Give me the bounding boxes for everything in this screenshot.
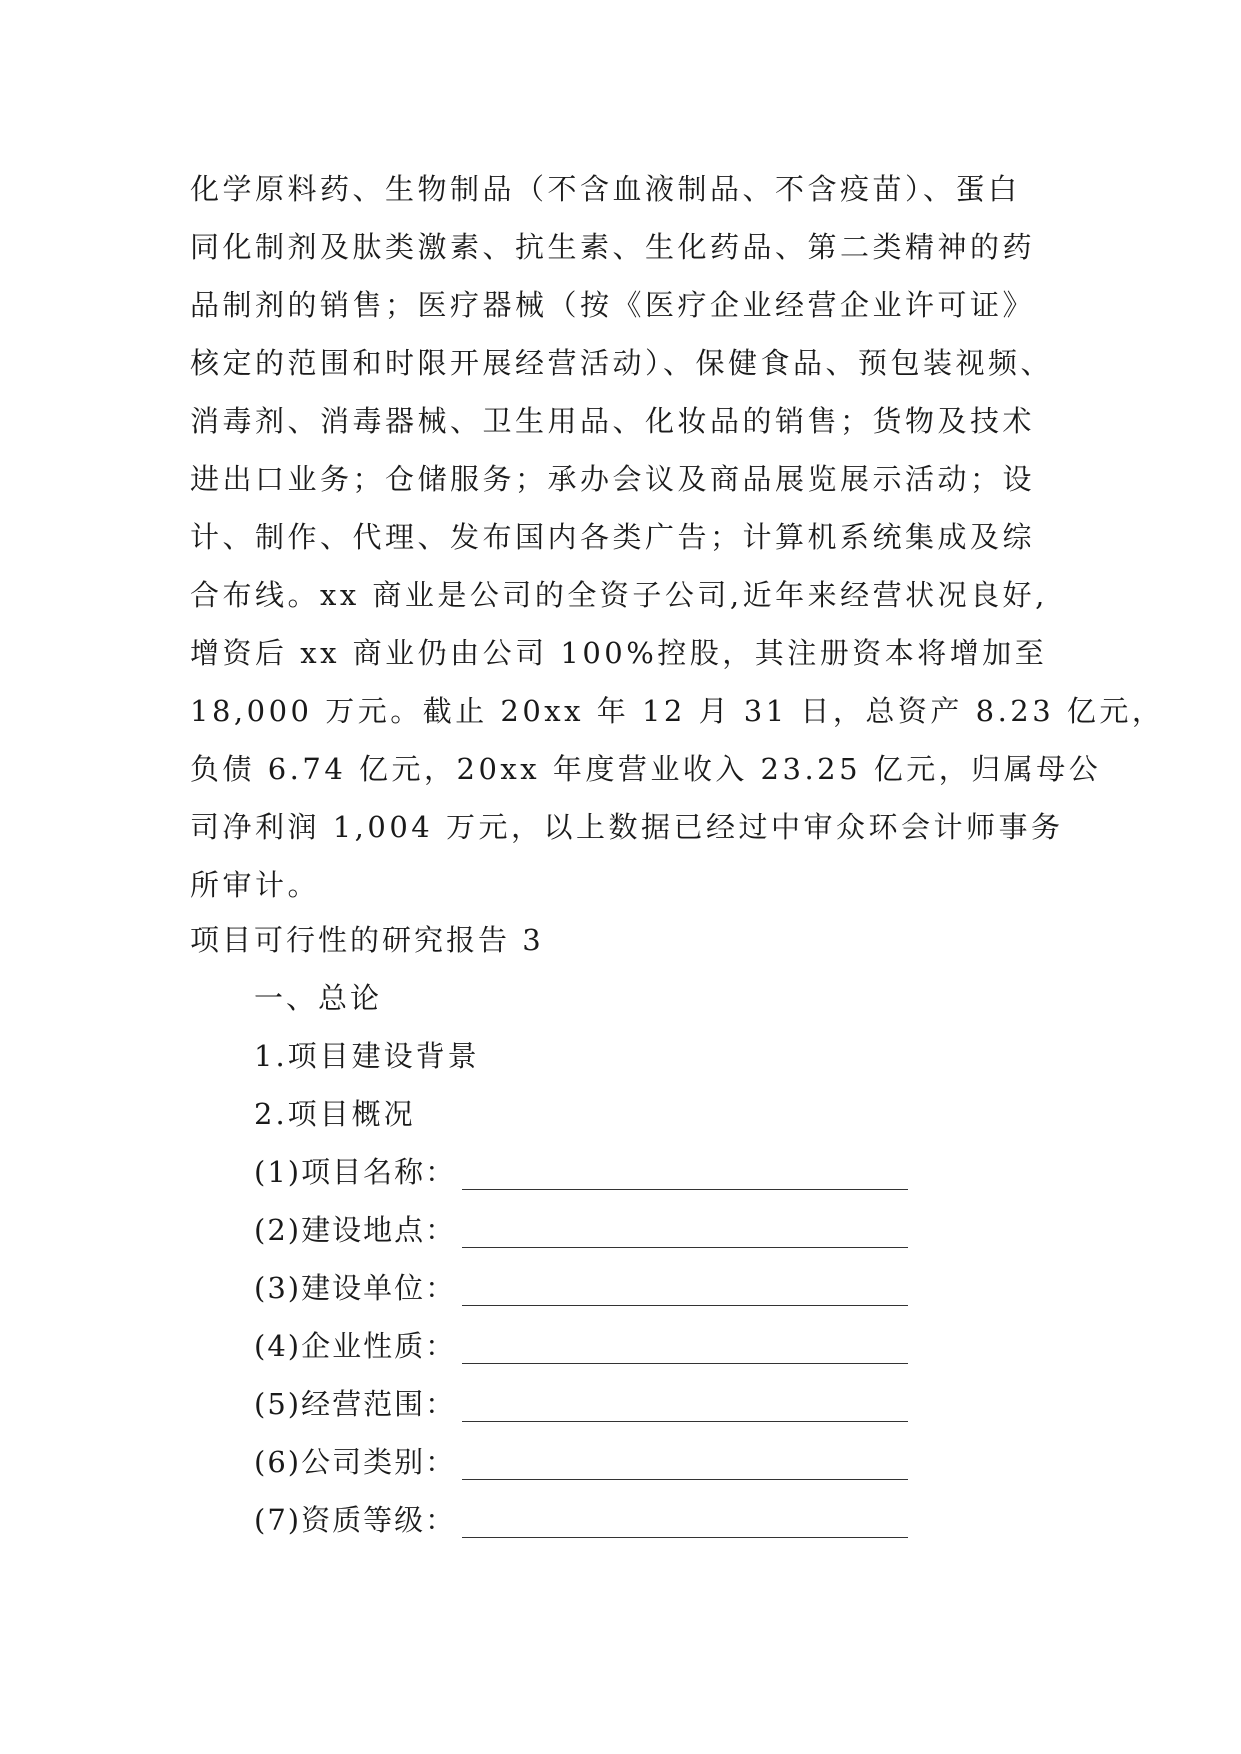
paragraph-line: 同化制剂及肽类激素、抗生素、生化药品、第二类精神的药 (190, 230, 1036, 264)
paragraph-line: 所审计。 (190, 868, 321, 902)
paragraph-line: 核定的范围和时限开展经营活动）、保健食品、预包装视频、 (190, 346, 1054, 380)
paragraph-line: 增资后 xx 商业仍由公司 100%控股，其注册资本将增加至 (190, 636, 1048, 670)
outline-item-summary: 2.项目概况 (254, 1097, 416, 1131)
paragraph-line: 消毒剂、消毒器械、卫生用品、化妆品的销售；货物及技术 (190, 404, 1036, 438)
blank-line[interactable] (462, 1159, 908, 1190)
field-builder (254, 1259, 1054, 1317)
paragraph-line: 司净利润 1,004 万元，以上数据已经过中审众环会计师事务 (190, 810, 1064, 844)
outline-item-overview: 一、总论 (254, 981, 383, 1015)
field-label: (4)企业性质： (254, 1329, 457, 1363)
field-label: (1)项目名称： (254, 1155, 457, 1189)
field-label: (2)建设地点： (254, 1213, 457, 1247)
project-fields (254, 1143, 1054, 1549)
paragraph-line: 18,000 万元。截止 20xx 年 12 月 31 日，总资产 8.23 亿元， (190, 694, 1165, 728)
paragraph-line: 负债 6.74 亿元，20xx 年度营业收入 23.25 亿元，归属母公 (190, 752, 1102, 786)
paragraph-line: 合布线。xx 商业是公司的全资子公司,近年来经营状况良好, (190, 578, 1048, 612)
paragraph-line: 品制剂的销售；医疗器械（按《医疗企业经营企业许可证》 (190, 288, 1036, 322)
field-location (254, 1201, 1054, 1259)
blank-line[interactable] (462, 1217, 908, 1248)
outline-list (254, 969, 1054, 1143)
section-title: 项目可行性的研究报告 3 (190, 923, 544, 957)
field-qualification-level (254, 1491, 1054, 1549)
paragraph-line: 化学原料药、生物制品（不含血液制品、不含疫苗）、蛋白 (190, 172, 1021, 206)
blank-line[interactable] (462, 1333, 908, 1364)
body-paragraph (190, 160, 1165, 914)
field-label: (3)建设单位： (254, 1271, 457, 1305)
blank-line[interactable] (462, 1391, 908, 1422)
field-label: (5)经营范围： (254, 1387, 457, 1421)
blank-line[interactable] (462, 1449, 908, 1480)
field-company-category (254, 1433, 1054, 1491)
field-project-name (254, 1143, 1054, 1201)
blank-line[interactable] (462, 1507, 908, 1538)
blank-line[interactable] (462, 1275, 908, 1306)
field-label: (7)资质等级： (254, 1503, 457, 1537)
outline-item-background: 1.项目建设背景 (254, 1039, 480, 1073)
field-business-scope (254, 1375, 1054, 1433)
field-label: (6)公司类别： (254, 1445, 457, 1479)
paragraph-line: 计、制作、代理、发布国内各类广告；计算机系统集成及综 (190, 520, 1036, 554)
paragraph-line: 进出口业务；仓储服务；承办会议及商品展览展示活动；设 (190, 462, 1036, 496)
field-enterprise-type (254, 1317, 1054, 1375)
